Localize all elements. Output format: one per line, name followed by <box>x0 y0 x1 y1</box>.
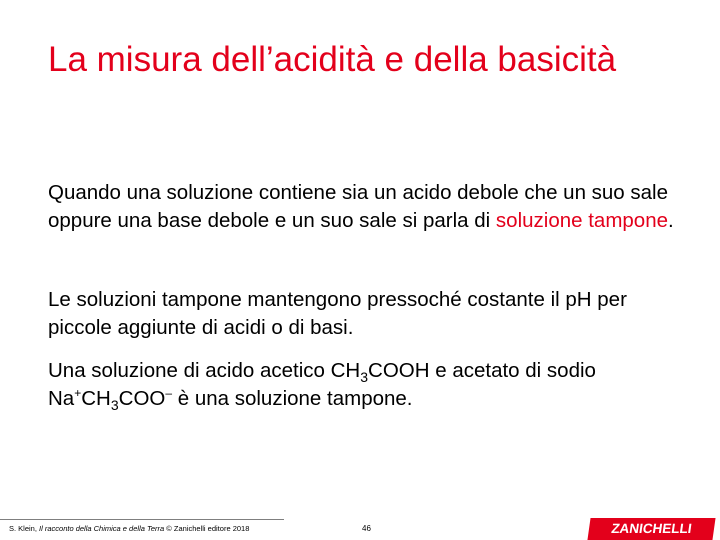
zanichelli-logo <box>587 518 715 540</box>
paragraph-buffer-property: Le soluzioni tampone mantengono pressoché costante il pH per piccole aggiunte di acidi o di basi. <box>48 288 627 339</box>
superscript: – <box>165 386 173 400</box>
slide-title: La misura dell’acidità e della basicità <box>48 40 617 79</box>
page-number: 46 <box>362 524 371 533</box>
text-segment: Una soluzione di acido acetico CH <box>48 359 361 382</box>
subscript: 3 <box>110 397 119 413</box>
paragraph-buffer-definition <box>48 179 688 235</box>
text-segment: COO <box>118 387 166 410</box>
paragraph-text: Quando una soluzione contiene sia un acido debole che un suo sale oppure una base debole e un suo sale si parla di <box>48 181 669 232</box>
logo-text: ZANICHELLI <box>610 521 693 536</box>
footer-book-title: Il racconto della Chimica e della Terra <box>39 524 165 533</box>
footer-divider <box>0 519 284 520</box>
text-segment: COOH e acetato di sodio Na <box>48 359 596 410</box>
text-segment: è una soluzione tampone. <box>172 387 413 410</box>
footer-citation <box>9 524 249 533</box>
paragraph-text-end: . <box>668 209 674 232</box>
footer-author: S. Klein, <box>9 524 40 533</box>
highlight-term: soluzione tampone <box>495 209 669 232</box>
superscript: + <box>74 386 82 400</box>
subscript: 3 <box>360 369 369 385</box>
footer-publisher: © Zanichelli editore 2018 <box>164 524 250 533</box>
paragraph-buffer-example <box>48 357 688 413</box>
text-segment: CH <box>81 387 111 410</box>
